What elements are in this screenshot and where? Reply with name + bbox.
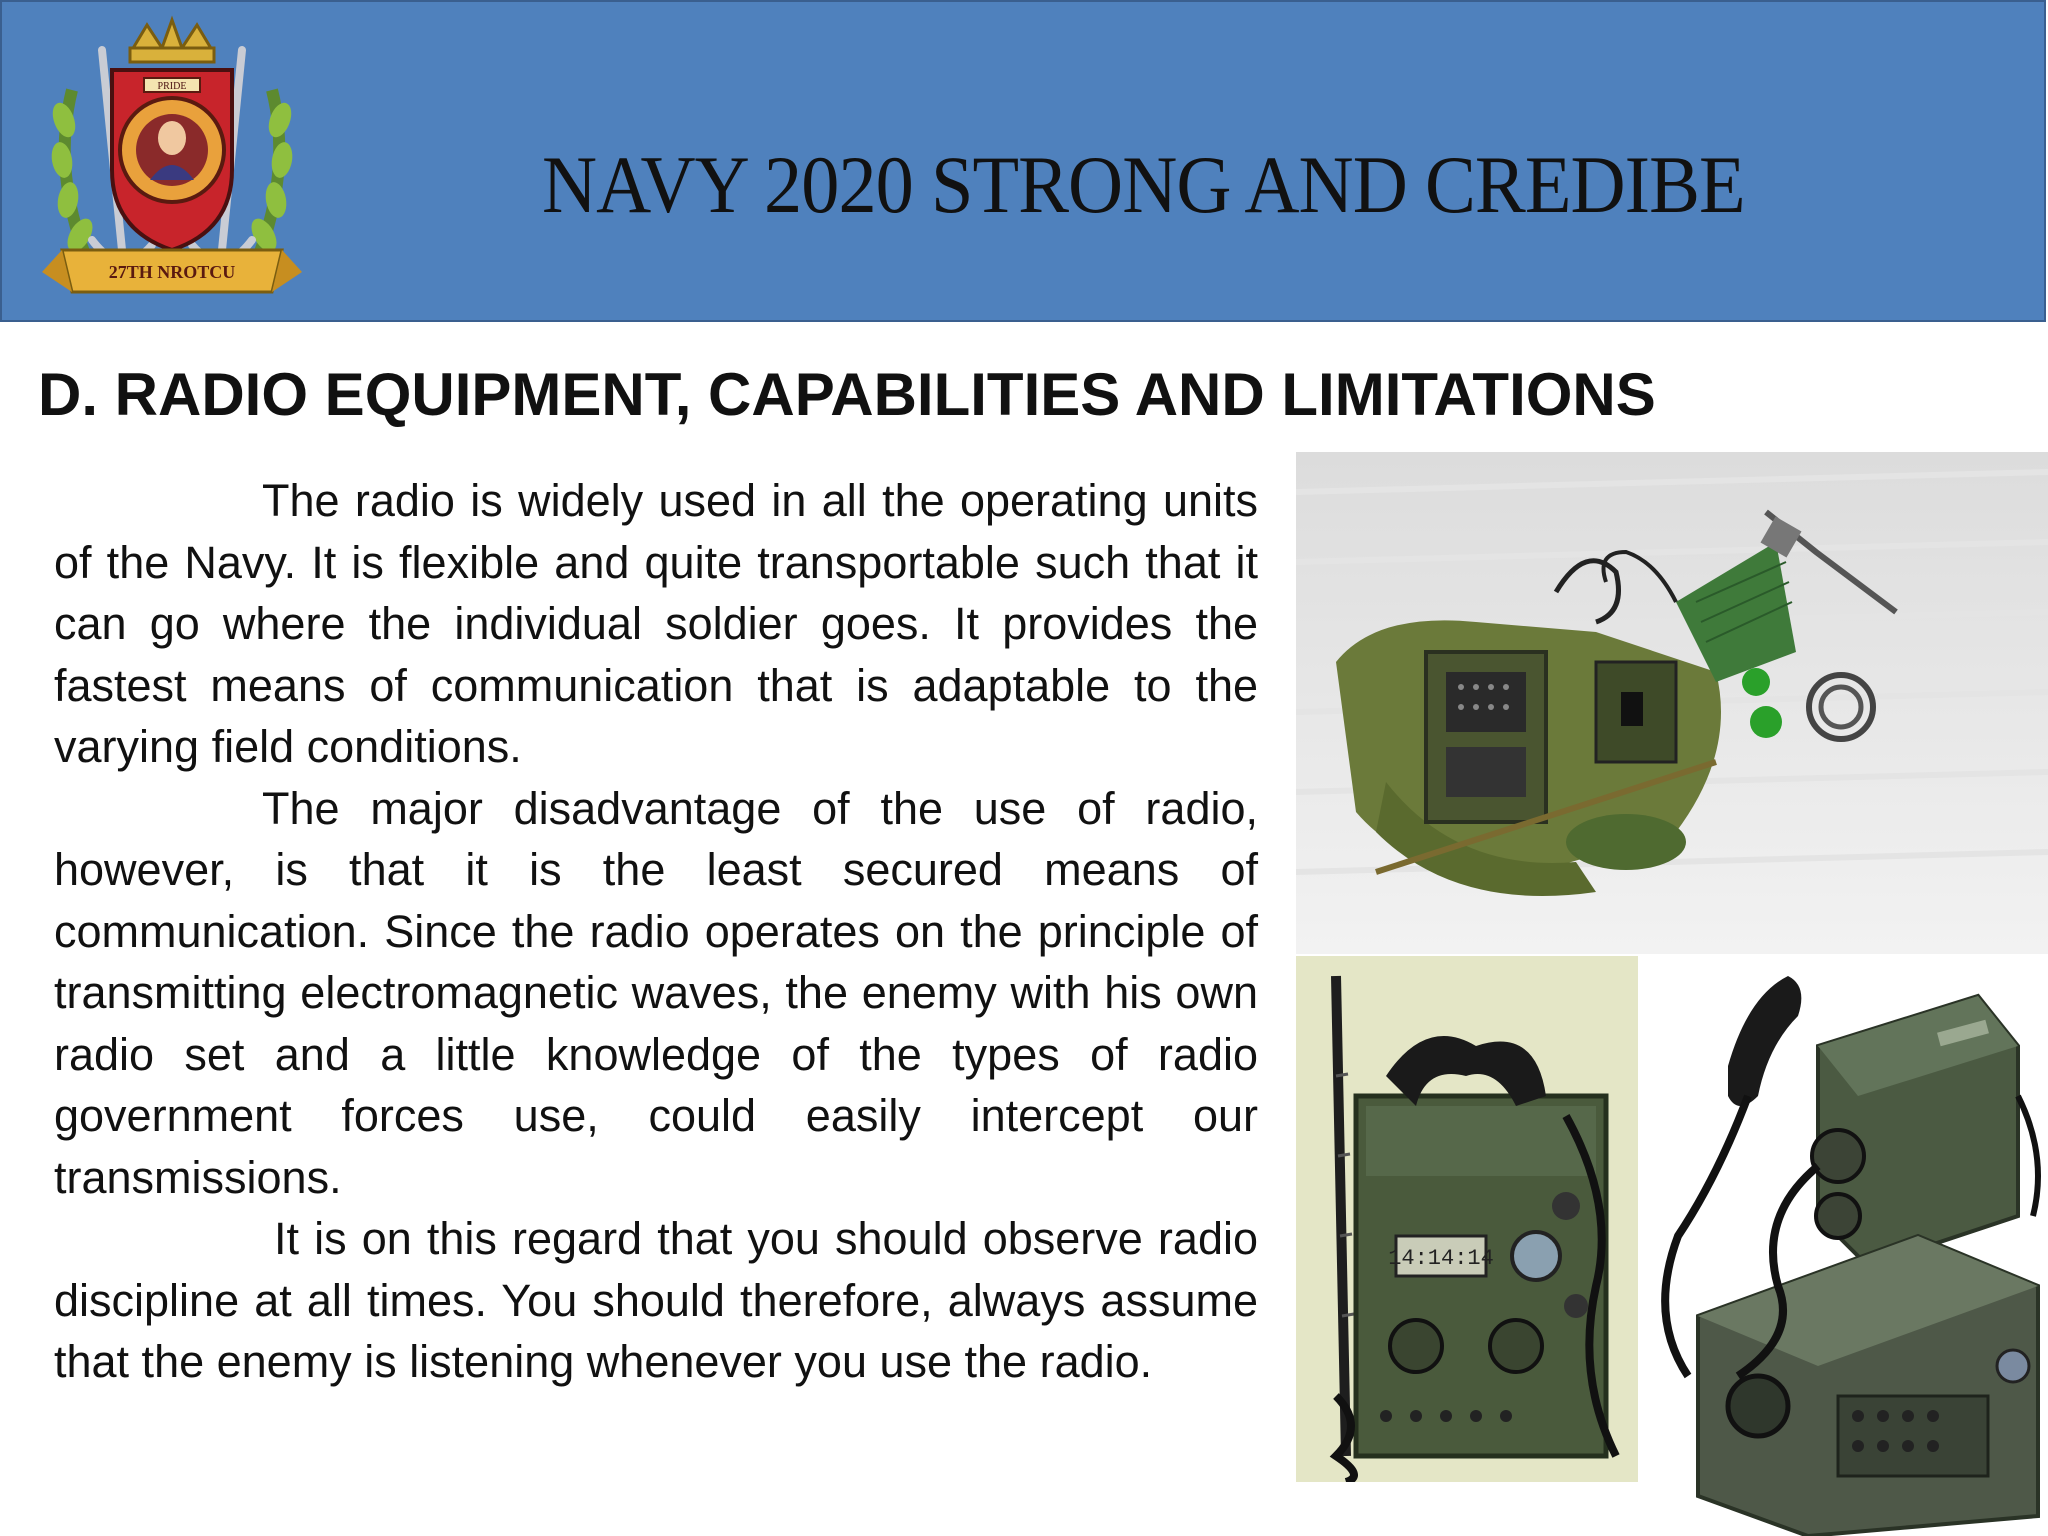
paragraph-radio-discipline: It is on this regard that you should observe radio discipline at all times. You should therefore, always assume that the enemy is listening whenever you use the radio.	[54, 1213, 1258, 1387]
field-radio-kit-photo	[1296, 452, 2048, 954]
paragraph-radio-disadvantage: The major disadvantage of the use of radio, however, is that it is the least secured means of communication. Since the radio operates on the principle of transmitting electromagnetic waves, the enemy with his own radio set and a little knowledge of the types of radio government forces use, could easily intercept our transmissions.	[54, 782, 1258, 1203]
paragraph-radio-usage: The radio is widely used in all the operating units of the Navy. It is flexible and quite transportable such that it can go where the individual soldier goes. It provides the fastest means of communication that is adaptable to the varying field conditions.	[54, 475, 1258, 772]
section-heading: D. RADIO EQUIPMENT, CAPABILITIES AND LIMITATIONS	[38, 361, 1656, 428]
navy-crest-emblem	[32, 10, 312, 310]
title-banner	[0, 0, 2046, 322]
manpack-radio-photo	[1296, 956, 1638, 1482]
vehicle-radio-photo	[1638, 956, 2048, 1536]
emblem-top-label: PRIDE	[157, 81, 187, 92]
body-text	[54, 470, 1258, 1393]
banner-title: NAVY 2020 STRONG AND CREDIBE	[542, 139, 1745, 230]
radio-display-readout: 14:14:14	[1388, 1246, 1494, 1271]
emblem-ribbon-label: 27TH NROTCU	[108, 262, 236, 282]
